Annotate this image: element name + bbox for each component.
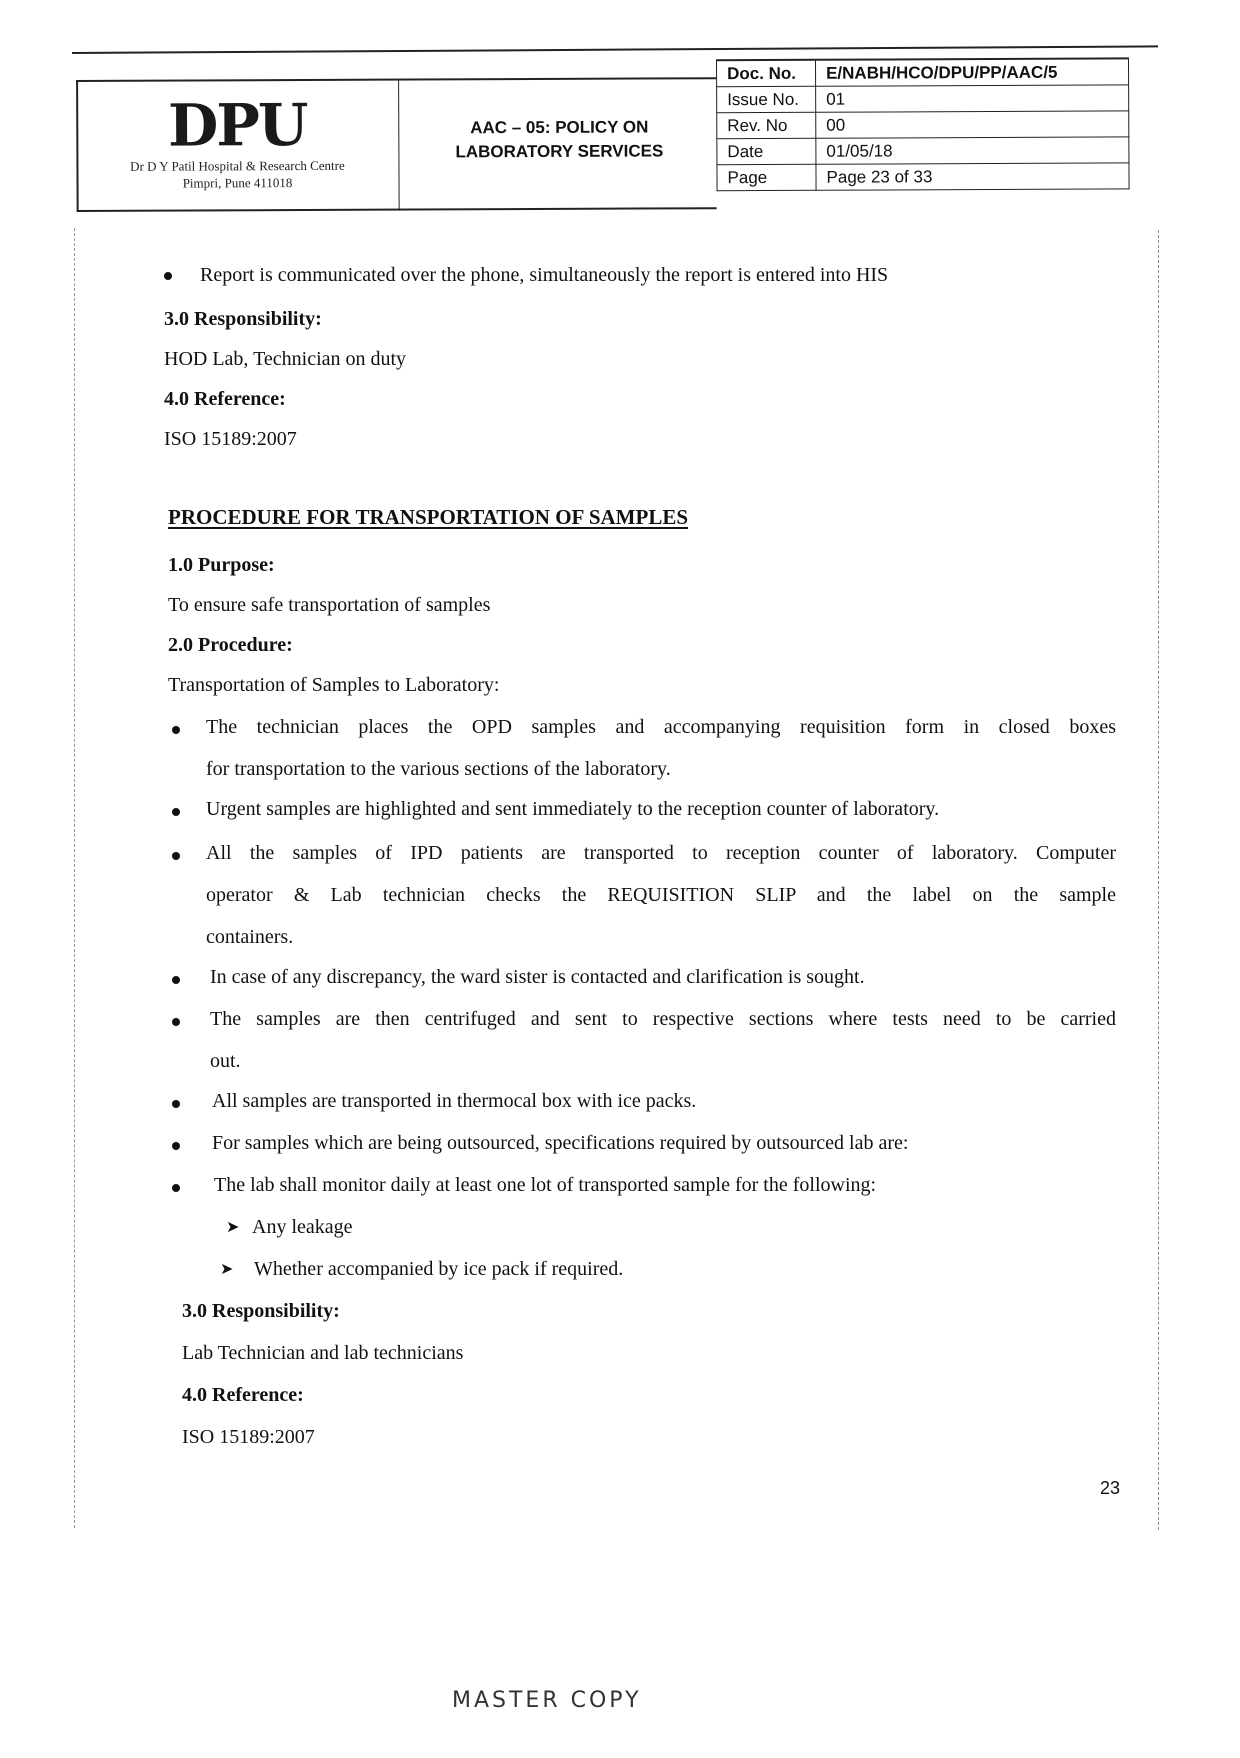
bullet-dot [172, 976, 180, 984]
policy-title-line2: LABORATORY SERVICES [455, 141, 664, 162]
page-value: Page 23 of 33 [816, 163, 1129, 190]
responsibility-heading: 3.0 Responsibility: [182, 1300, 340, 1322]
bullet-5-line-1: The samples are then centrifuged and sent to respective sections where tests need to be carried [210, 1008, 1116, 1030]
rev-no-value: 00 [816, 111, 1129, 138]
bullet-dot [172, 726, 180, 734]
bullet-2-line-1: Urgent samples are highlighted and sent immediately to the reception counter of laboratory. [206, 798, 940, 820]
bullet-6-line-1: All samples are transported in thermocal box with ice packs. [212, 1090, 697, 1112]
rev-no-row [717, 111, 1129, 139]
purpose-text: To ensure safe transportation of samples [168, 594, 491, 616]
issue-no-value: 01 [816, 85, 1129, 112]
logo-address: Pimpri, Pune 411018 [182, 175, 293, 191]
sub-bullet-2: Whether accompanied by ice pack if required. [254, 1258, 624, 1280]
procedure-heading: 2.0 Procedure: [168, 634, 293, 656]
arrow-bullet-icon: ➤ [226, 1217, 240, 1236]
doc-no-row [716, 58, 1128, 86]
bullet-dot [172, 1184, 180, 1192]
bullet-dot [172, 852, 180, 860]
bullet-3-line-3: containers. [206, 926, 294, 948]
document-header [76, 57, 1130, 212]
master-copy-stamp: MASTER COPY [452, 1688, 642, 1713]
bullet-8-line-1: The lab shall monitor daily at least one lot of transported sample for the following: [214, 1174, 877, 1196]
date-row [717, 137, 1129, 165]
bullet-dot [172, 1100, 180, 1108]
hospital-logo [76, 90, 398, 192]
reference-heading: 4.0 Reference: [182, 1384, 304, 1406]
bullet-1-line-2: for transportation to the various sections of the laboratory. [206, 758, 671, 780]
previous-responsibility-heading: 3.0 Responsibility: [164, 308, 322, 330]
previous-responsibility-text: HOD Lab, Technician on duty [164, 348, 407, 370]
bullet-dot [172, 808, 180, 816]
page-number: 23 [1100, 1478, 1121, 1498]
sub-bullet-1: Any leakage [252, 1216, 353, 1238]
issue-no-label: Issue No. [717, 86, 816, 112]
document-control-table [716, 57, 1130, 191]
logo-mark: DPU [167, 90, 307, 160]
bullet-3-line-2: operator & Lab technician checks the REQUISITION SLIP and the label on the sample [206, 884, 1116, 906]
doc-no-value: E/NABH/HCO/DPU/PP/AAC/5 [815, 58, 1128, 86]
date-label: Date [717, 138, 816, 164]
rev-no-label: Rev. No [717, 112, 816, 138]
page-frame-right-line [1158, 230, 1159, 1530]
bullet-3-line-1: All the samples of IPD patients are transported to reception counter of laboratory. Computer [206, 842, 1116, 864]
page-row [717, 163, 1129, 191]
bullet-7-line-1: For samples which are being outsourced, specifications required by outsourced lab are: [212, 1132, 909, 1154]
logo-hospital-name: Dr D Y Patil Hospital & Research Centre [130, 157, 345, 174]
doc-no-label: Doc. No. [716, 60, 815, 87]
reference-text: ISO 15189:2007 [182, 1426, 315, 1448]
arrow-bullet-icon: ➤ [220, 1259, 234, 1278]
previous-reference-heading: 4.0 Reference: [164, 388, 286, 410]
date-value: 01/05/18 [816, 137, 1129, 164]
bullet-1-line-1: The technician places the OPD samples and accompanying requisition form in closed boxes [206, 716, 1116, 738]
page-label: Page [717, 164, 816, 190]
previous-bullet-text: Report is communicated over the phone, simultaneously the report is entered into HIS [200, 264, 889, 286]
policy-title [400, 115, 718, 164]
purpose-heading: 1.0 Purpose: [168, 554, 275, 576]
page-frame-left-line [74, 228, 75, 1528]
responsibility-text: Lab Technician and lab technicians [182, 1342, 464, 1364]
policy-title-line1: AAC – 05: POLICY ON [470, 117, 649, 138]
bullet-dot [172, 1142, 180, 1150]
previous-reference-text: ISO 15189:2007 [164, 428, 297, 450]
page-frame-top-line [72, 45, 1158, 54]
bullet-4-line-1: In case of any discrepancy, the ward sister is contacted and clarification is sought. [210, 966, 865, 988]
issue-no-row [717, 85, 1129, 113]
bullet-dot [172, 1018, 180, 1026]
bullet-5-line-2: out. [210, 1050, 241, 1072]
section-title: PROCEDURE FOR TRANSPORTATION OF SAMPLES [168, 505, 689, 529]
procedure-intro: Transportation of Samples to Laboratory: [168, 674, 500, 696]
bullet-dot [164, 272, 172, 280]
